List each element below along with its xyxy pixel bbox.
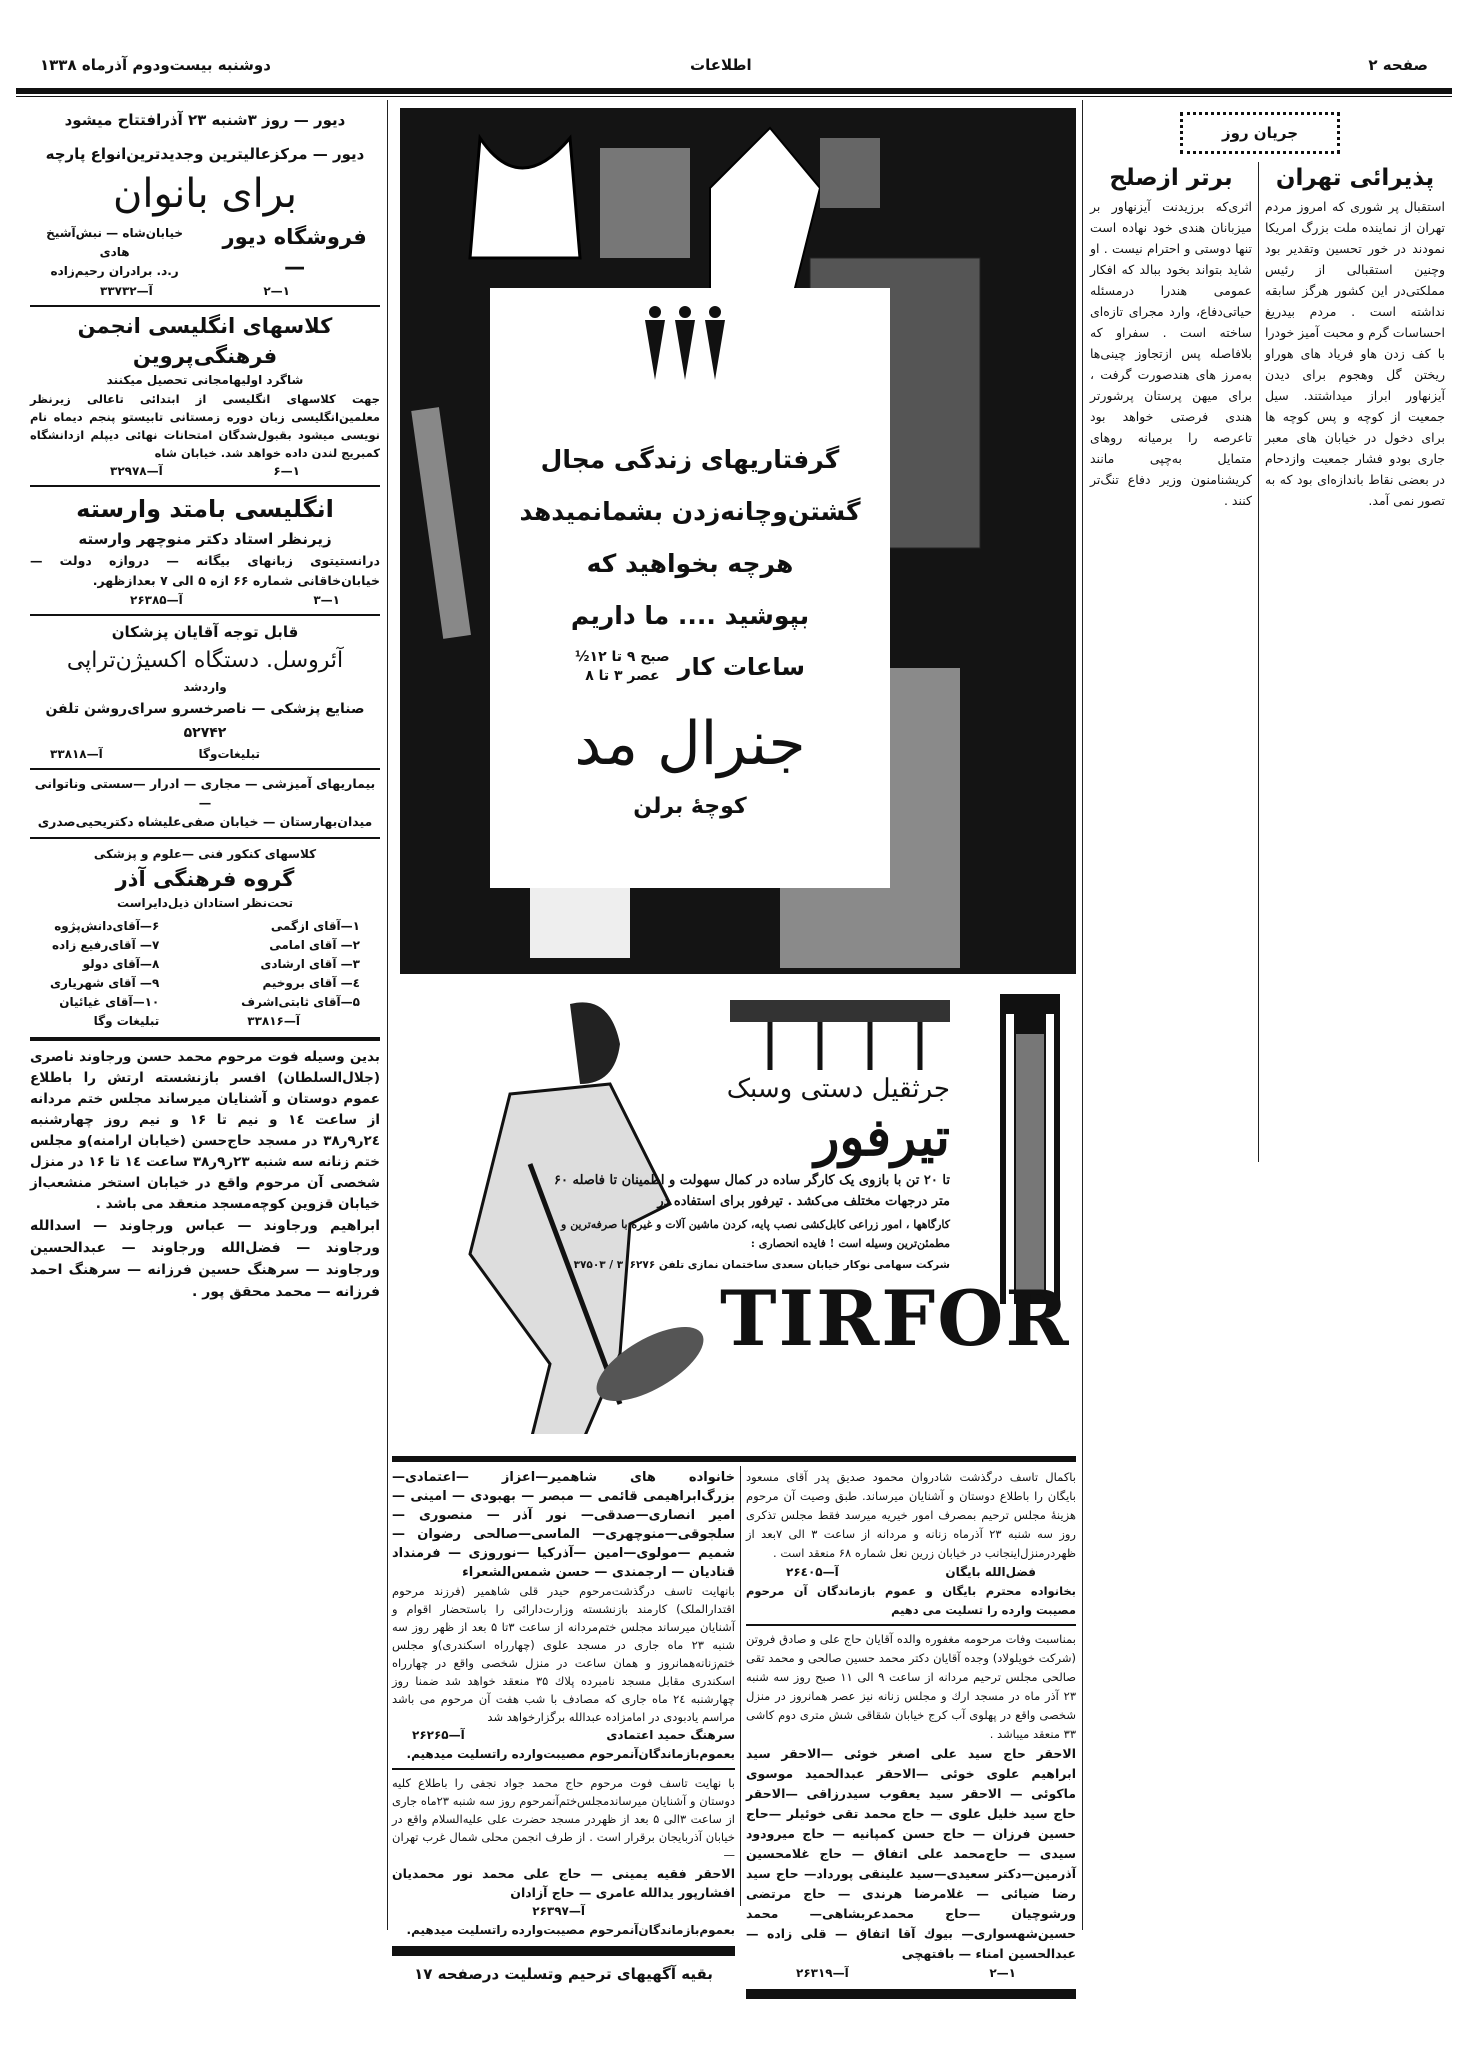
ad-line: میدان‌بهارستان — خیابان صفی‌علیشاه دکتریحیی‌صدری xyxy=(37,814,373,829)
teacher-name: ۷— آقای‌رفیع زاده xyxy=(51,938,160,952)
teacher-name: ۸—آقای دولو xyxy=(82,957,160,971)
divider xyxy=(746,1624,1076,1626)
dior-owners: ر.د. برادران رحیم‌زاده xyxy=(50,263,179,278)
divider xyxy=(392,1768,735,1770)
ad-line: هرچه بخواهید که xyxy=(586,549,794,578)
left-ads-column xyxy=(30,108,380,1303)
newspaper-name: اطلاعات xyxy=(690,56,752,74)
teacher-name: ۱۰—آقای غیائیان xyxy=(59,995,160,1009)
azar-group-ad xyxy=(30,845,380,1035)
obituary-body: با نهایت تاسف فوت مرحوم حاج محمد جواد نجفی را باطلاع کلیه دوستان و آشنایان میرساندمجلس‌ختم‌آنمرحوم روز سه شنبه ۲۳ماه جاری از ساعت ۳الی ۵ بعد از ظهردر مسجد حضرت علی علیه‌السلام واقع در خیابان آذربایجان برقرار است . از طرف انجمن محلی شمال غرب تهران — xyxy=(392,1776,735,1862)
obituary xyxy=(30,1047,380,1303)
ad-tagline: جرثقیل دستی وسبک xyxy=(726,1074,950,1104)
ref-code: آ—۲۶۳۹۷ xyxy=(532,1904,585,1918)
column-divider xyxy=(740,1466,741,1906)
divider xyxy=(392,1456,1076,1462)
film-strip-top xyxy=(730,990,950,1070)
teacher-name: ۱—آقای ازگمی xyxy=(270,919,360,933)
dior-headline: برای بانوان xyxy=(113,171,297,217)
ad-title: گروه فرهنگی آذر xyxy=(115,867,295,891)
brand-name: جنرال مد xyxy=(574,709,806,779)
ad-subtitle: تحت‌نظر استادان ذیل‌دایراست xyxy=(117,896,293,910)
obituary-names: ابراهیم ورجاوند — عباس ورجاوند — اسدالله ورجاوند — فضل‌الله ورجاوند — عبدالحسین ورجاوند — سرهنگ حسین فرزانه — سرهنگ احمد فرزانه — محمد محقق پور . xyxy=(30,1218,380,1300)
ad-title: آئروسل. دستگاه اکسیژن‌تراپی xyxy=(66,648,344,673)
divider xyxy=(30,837,380,839)
ref-code: آ—۳۳۷۳۲ xyxy=(100,284,153,298)
company-address: شرکت سهامی نوکار خیابان سعدی ساختمان نمازی تلفن xyxy=(658,1259,950,1271)
tirfor-copy xyxy=(550,1072,1076,1363)
dior-address: خیابان‌شاه — نبش‌آشیخ هادی xyxy=(46,225,184,259)
parvin-english-ad xyxy=(30,311,380,481)
ad-subtitle: شاگرد اولیهامجانی تحصیل میکنند xyxy=(106,373,304,387)
column-divider xyxy=(1082,100,1083,1930)
column-divider xyxy=(387,100,388,1930)
ad-line: گشتن‌وچانه‌زدن بشمانمیدهد xyxy=(519,497,861,526)
article-tehran-reception xyxy=(1265,160,1445,511)
obituary-body: بانهایت تاسف درگذشت‌مرحوم حیدر قلی شاهمیر (فرزند مرحوم اقتدارالملک) کارمند بازنشسته وزارت‌دارائی را باستحضار اقوام و آشنایان میرساند مجلس ختم‌مردانه از ساعت ۳تا ۵ بعد از ظهر روز سه شنبه ۲۳ ماه جاری در مسجد علوی (چهارراه اسکندری)و مجلس ختم‌زنانه‌همانروز و همان ساعت در منزل شخصی واقع در چهارراه اسکندری مقابل مسجد نامبرده پلاك ۳۵ منعقد خواهد شد ضمنا روز چهارشنبه ۲٤ ماه جاری که مصادف با شب هفت آن مرحوم می باشد مراسم یادبودی در امامزاده عبدالله برگزارخواهد شد xyxy=(392,1584,736,1724)
shorts-icon xyxy=(600,148,690,258)
ref-code: آ—۲۶٤۰۵ xyxy=(786,1565,839,1579)
obituary-names: خانواده های شاهمیر—اعزاز —اعتمادی—بزرگ‌ابراهیمی قائمی — مبصر — بهبودی — امینی — امیر انصاری—صدقی— نور آذر — منصوری — سلجوقی—منوچهری— الماسی—صالحی رضوان —شمیم —مولوی—امین —آذرکیا —نوروزی — فرمنداد قنادیان — ارجمندی — حسن شمس‌الشعراء xyxy=(392,1470,735,1580)
shirt-icon xyxy=(710,128,820,308)
condolence-line: بخانواده محترم بایگان و عموم بازماندگان آن مرحوم مصیبت وارده را تسلیت می دهیم xyxy=(746,1584,1076,1617)
obituary-body: بمناسبت وفات مرحومه مغفوره والده آقایان حاج علی و صادق فروتن (شرکت خویلولاد) وجده آقایان دکتر محمد حسین صالحی و محمد تقی صالحی مجلس ترحیم مردانه از ساعت ۹ الی ۱۱ صبح روز سه شنبه ۲۳ آذر ماه در مسجد ارك و مجلس زنانه نیز عصر همانروز در منزل شخصی واقع در پهلوی آب کرج خیابان شقاقی شش متری دوم کاشی ۳۳ منعقد میباشد . xyxy=(746,1632,1076,1741)
teacher-name: ۹— آقای شهریاری xyxy=(50,976,160,990)
obituary-names: الاحقر فقیه یمینی — حاج علی محمد نور محمدیان افشارپور یدالله عامری — حاج آزادان xyxy=(392,1866,735,1900)
ad-subtitle: زیرنظر استاد دکتر منوچهر وارسته xyxy=(78,530,332,548)
ref-code: آ—۳۳۸۱۶ xyxy=(247,1014,300,1028)
ref-code: آ—۳۳۸۱۸ xyxy=(50,747,103,761)
company-phones: ۳۰۶۲۷۶ / ۳۷۵۰۳ xyxy=(573,1259,656,1271)
tie-icon xyxy=(411,407,471,639)
hours-morning: صبح ۹ تا ۱۲½ xyxy=(575,649,670,665)
ref-run: ۱—۲ xyxy=(989,1966,1016,1980)
obituary-body: باکمال تاسف درگذشت شادروان محمود صدیق پدر آقای مسعود بایگان را باطلاع دوستان و آشنایان میرساند. طبق وصیت آن مرحوم هزینهٔ مجلس ترحیم بمصرف امور خیریه میرسد فقط مجلس تذکری روز سه شنبه ۲۳ آذرماه زنانه و مردانه از ساعت ۳ الی ۷بعد از ظهردرمنزل‌اینجانب در خیابان زرین نعل شماره ۶۸ منعقد است . xyxy=(746,1470,1076,1560)
undershirt-icon xyxy=(470,138,580,258)
condolence-line: بعموم‌بازماندگان‌آنمرحوم مصیبت‌وارده راتسلیت میدهیم. xyxy=(406,1747,735,1761)
divider xyxy=(746,1989,1076,1999)
ad-notice: قابل توجه آقایان پزشکان xyxy=(111,623,299,641)
divider xyxy=(30,1037,380,1041)
brand-name-fa: تیرفور xyxy=(814,1107,950,1168)
teacher-name: ۳— آقای ارشادی xyxy=(260,957,360,971)
header-rule-thin xyxy=(16,96,1452,97)
column-banner xyxy=(1180,112,1340,154)
ad-preline: کلاسهای کنکور فنی —علوم و پزشکی xyxy=(93,847,317,861)
obituaries-right xyxy=(746,1468,1076,1999)
agency: تبلیغات وگا xyxy=(93,1014,160,1028)
varasteh-english-ad xyxy=(30,491,380,610)
brand-name-en: TIRFOR xyxy=(720,1274,1071,1363)
ad-arrived: واردشد xyxy=(183,680,227,694)
article-title: پذیرائی تهران xyxy=(1275,165,1435,191)
issue-date: دوشنبه بیست‌ودوم آذرماه ۱۳۳۸ xyxy=(40,56,271,74)
dior-line2: دیور — مرکزعالیترین وجدیدترین‌انواع پارچه xyxy=(45,145,365,163)
ref-code: آ—۳۲۹۷۸ xyxy=(110,464,163,478)
dior-line1: دیور — روز ۳شنبه ۲۳ آذرافتتاح میشود xyxy=(64,111,346,129)
ad-title: کلاسهای انگلیسی انجمن فرهنگی‌پروین xyxy=(77,314,333,368)
teacher-name: ۵—آقای ثابتی‌اشرف xyxy=(241,995,360,1009)
tirfor-text-block xyxy=(550,1072,950,1274)
article-body: استقبال پر شوری که امروز مردم تهران از نماینده ملت بزرگ امریکا نمودند در خور تحسین وتقدیر بود وچنین استقبالی از رئیس مملکتی‌در این کشور هرگز سابقه نداشته است . مردم بیدریغ احساسات گرم و محبت آمیز خودرا با کف زدن هاو فریاد های هوراو ریختن گل وهجوم برای دیدن آیزنهاور ابراز میداشتند. سیل جمعیت از کوچه و پس کوچه ها برای دخول در خیابان های معبر جاری بودو فشار جمعیت وازدحام در بعضی نقاط باندازه‌ای بود که به تصور نمی آمد. xyxy=(1265,199,1445,508)
ref-run: ۱—۶ xyxy=(273,464,300,478)
socks-icon xyxy=(820,138,880,208)
ad-body: تا ۲۰ تن با بازوی یک کارگر ساده در کمال سهولت و اطمینان تا فاصله ۶۰ متر درجهات مختلف می‌کشد . تیرفور برای استفاده در xyxy=(554,1173,950,1209)
ref-run: ۱—۲ xyxy=(263,284,290,298)
dior-store-name: فروشگاه دیور — xyxy=(222,225,367,279)
ref-code: آ—۲۶۳۱۹ xyxy=(796,1966,849,1980)
divider xyxy=(30,485,380,487)
divider xyxy=(30,305,380,307)
page-number: صفحه ۲ xyxy=(1368,56,1428,74)
ad-body: جهت کلاسهای انگلیسی از ابتدائی تاعالی زیرنظر معلمین‌انگلیسی زبان دوره زمستانی تابیستو پنجم دیماه نام نویسی میشود بقبول‌شدگان امتحانات نهائی دیپلم ازدانشگاه کمبریج لندن داده خواهد شد. خیابان شاه xyxy=(30,392,380,460)
header-rule xyxy=(16,88,1452,94)
ad-line: بیماریهای آمیزشی — مجاری — ادرار —سستی وناتوانی— xyxy=(34,776,376,810)
doctor-ad xyxy=(30,774,380,831)
agency: تبلیغات‌وگا xyxy=(198,747,260,761)
obituary-names: الاحقر حاج سید علی اصغر خوئی —الاحقر سید ابراهیم علوی خوئی —الاحقر عبدالحمید موسوی ماکوئی — الاحقر سید یعقوب سیدرزاقی —الاحقر حاج سید خلیل علوی — حاج محمد تقی خوئیلر —حاج حسین فرزان — حاج حسن کمپانیه — حاج میرودود سیدی — حاج‌محمد علی اتفاق — حاج غلامحسین آذرمین—دکتر سعیدی—سید علینقی پورداد— حاج سید رضا ضیائی — غلامرضا هرندی — حاج مرتضی ورشوچیان —حاج محمدعربشاهی— محمد حسین‌شهسواری— بیوك آقا اتفاق — قلی زاده — عبدالحسین امناء — بافتهچی xyxy=(746,1746,1076,1961)
teacher-name: ٤— آقای بروخیم xyxy=(262,976,360,990)
obituaries-left xyxy=(392,1468,735,1986)
divider xyxy=(30,614,380,616)
condolence-line: بعموم‌بازماندگان‌آنمرحوم مصیبت‌وارده راتسلیت میدهیم. xyxy=(406,1923,735,1937)
continued-notice: بقیه آگهیهای ترحیم وتسلیت درصفحه ۱۷ xyxy=(414,1965,713,1983)
hours-evening: عصر ۳ تا ۸ xyxy=(585,668,660,684)
hours-label: ساعات کار xyxy=(677,653,805,681)
obituary-signer: فضل‌الله بایگان xyxy=(945,1565,1036,1579)
article-body: اثری‌که برزیدنت آیزنهاور بر میزبانان هندی خود نهاده است تنها دوستی و احترام نیست . او شاید بتواند بخود ببالد که افکار عمومی هندرا درمسئله حیاتی‌دفاع، وارد مجرای تازه‌ای ساخته است . سفراو که بلافاصله پس ازتجاوز چینی‌ها به‌مرز های هندصورت گرفت ، برای میهن پرستان پرشورتر هندی فرصتی خواهد بود تاعرصه را برمیانه روهای متمایل به‌چپی مانند کریشنامنون وزیر دفاع تنگ‌تر کنند . xyxy=(1090,199,1252,508)
teacher-name: ۶—آقای‌دانش‌پژوه xyxy=(54,919,160,933)
divider xyxy=(392,1946,735,1956)
obituary-body: بدین وسیله فوت مرحوم محمد حسن ورجاوند ناصری (جلال‌السلطان) افسر بازنشسته ارتش را باطلاع عموم دوستان و آشنایان میرساند مجلس ختم مردانه از ساعت ۱٤ و نیم تا ۱۶ و نیم روز چهارشنبه ۲٤ر۹ر۳۸ در مسجد حاج‌حسن (خیابان ارامنه)و مجلس ختم زنانه سه شنبه ۲۳ر۹ر۳۸ ساعت ۱٤ تا ۱۶ در منزل شخصی آن مرحوم واقع در خیابان استخر منشعب‌از خیابان قزوین کوچه‌مسجد منعقد می باشد . xyxy=(30,1049,380,1212)
ad-address: کوچهٔ برلن xyxy=(633,794,747,819)
logo-icon xyxy=(630,300,750,390)
article-beyond-peace xyxy=(1090,160,1252,511)
ad-address: صنایع پزشکی — ناصرخسرو سرای‌روشن تلفن ۵۲۷۴۲ xyxy=(45,701,365,741)
ad-body: درانستیتوی زبانهای بیگانه — دروازه دولت — خیابان‌خاقانی شماره ۶۶ ازه ۵ الی ۷ بعدازظهر. xyxy=(30,553,380,588)
ref-run: ۱—۳ xyxy=(313,593,340,607)
teacher-name: ۲— آقای امامی xyxy=(269,938,360,952)
article-title: برتر ازصلح xyxy=(1109,165,1233,191)
divider xyxy=(30,768,380,770)
dior-ad xyxy=(30,108,380,301)
general-mode-card xyxy=(490,288,890,888)
ad-line: گرفتاریهای زندگی مجال xyxy=(540,445,840,474)
column-title: جریان روز xyxy=(1180,112,1340,154)
column-divider xyxy=(1258,162,1259,1162)
ref-code: آ—۲۶۲۶۵ xyxy=(412,1728,465,1742)
tirfor-ad xyxy=(400,984,1076,1454)
ad-body: کارگاهها ، امور زراعی کابل‌کشی نصب پایه، کردن ماشین آلات و غیره با صرفه‌ترین و مطمئن‌ترین وسیله است ! فایده انحصاری : xyxy=(561,1218,950,1250)
ref-code: آ—۲۶۳۸۵ xyxy=(130,593,183,607)
ad-line: بپوشید .... ما داریم xyxy=(570,601,810,630)
ad-title: انگلیسی بامتد وارسته xyxy=(76,495,334,523)
obituary-signer: سرهنگ حمید اعتمادی xyxy=(606,1728,735,1742)
oxygen-therapy-ad xyxy=(30,620,380,764)
